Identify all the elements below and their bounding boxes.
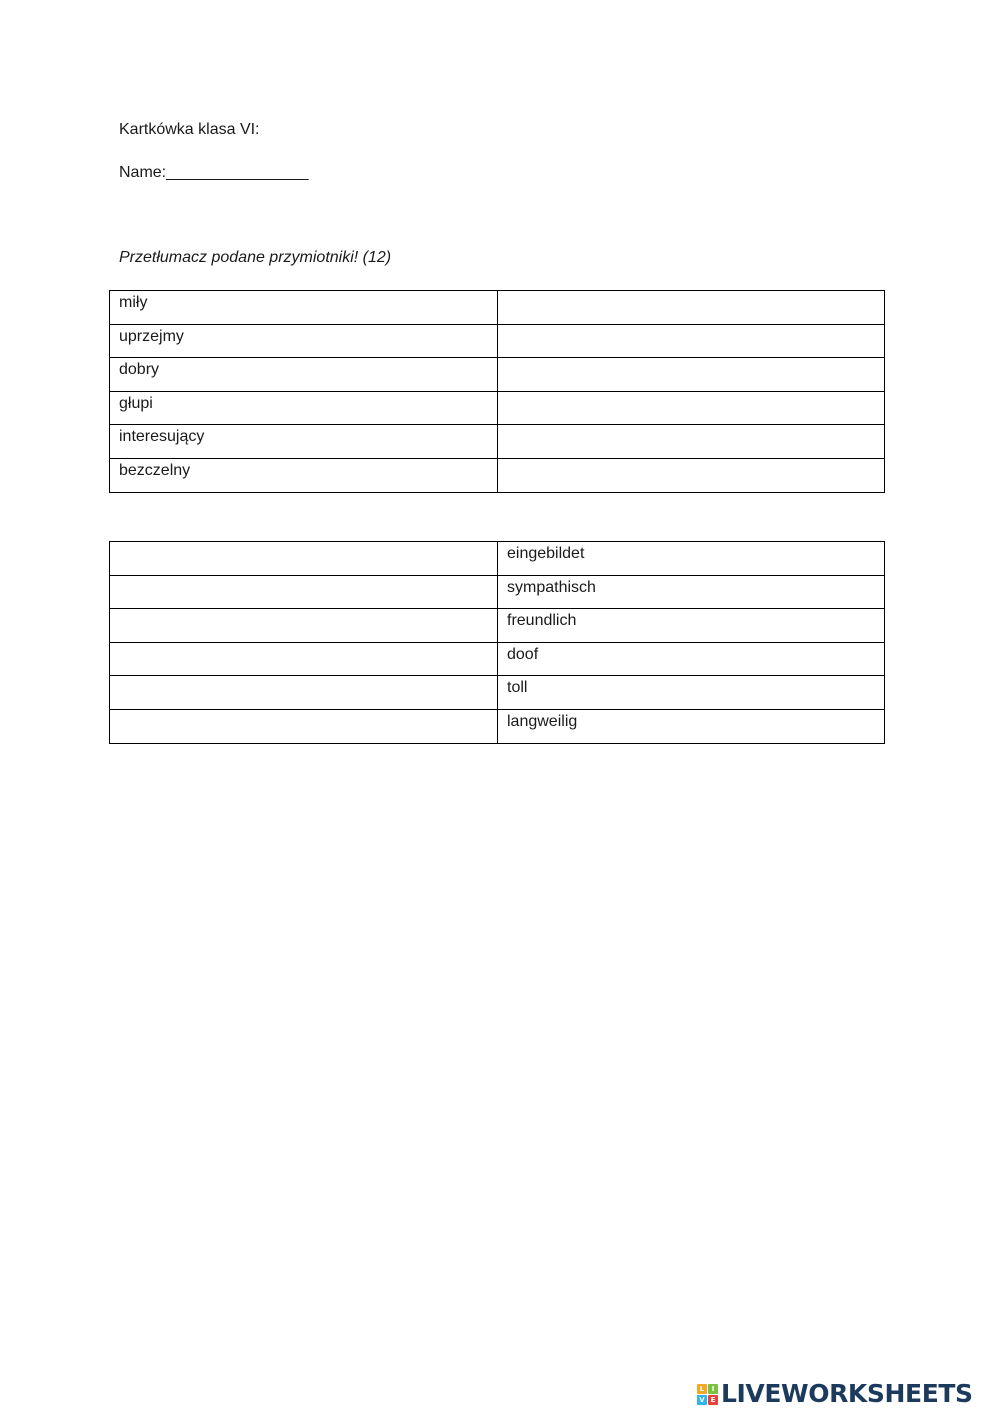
answer-cell[interactable]: [110, 575, 498, 609]
logo-tile: V: [697, 1395, 707, 1405]
polish-to-german-table: [109, 290, 885, 493]
german-word: doof: [498, 642, 885, 676]
answer-cell[interactable]: [110, 542, 498, 576]
answer-cell[interactable]: [498, 358, 885, 392]
german-to-polish-table: [109, 541, 885, 744]
worksheet-title: Kartkówka klasa VI:: [119, 121, 260, 138]
logo-tile: E: [708, 1395, 718, 1405]
table-row: [110, 391, 885, 425]
table-row: [110, 676, 885, 710]
table-row: [110, 425, 885, 459]
answer-cell[interactable]: [498, 291, 885, 325]
german-word: sympathisch: [498, 575, 885, 609]
table-row: [110, 575, 885, 609]
polish-word: głupi: [110, 391, 498, 425]
table-row: [110, 291, 885, 325]
table-row: [110, 709, 885, 743]
table-row: [110, 458, 885, 492]
watermark-text: LIVEWORKSHEETS: [721, 1379, 973, 1408]
polish-word: interesujący: [110, 425, 498, 459]
logo-tile: I: [708, 1384, 718, 1394]
polish-word: uprzejmy: [110, 324, 498, 358]
logo-tile: L: [697, 1384, 707, 1394]
answer-cell[interactable]: [498, 425, 885, 459]
answer-cell[interactable]: [498, 391, 885, 425]
polish-word: miły: [110, 291, 498, 325]
german-word: eingebildet: [498, 542, 885, 576]
name-line: Name:________________: [119, 164, 309, 181]
german-word: langweilig: [498, 709, 885, 743]
german-word: freundlich: [498, 609, 885, 643]
table-row: [110, 358, 885, 392]
polish-word: bezczelny: [110, 458, 498, 492]
polish-word: dobry: [110, 358, 498, 392]
answer-cell[interactable]: [498, 458, 885, 492]
answer-cell[interactable]: [498, 324, 885, 358]
table-row: [110, 642, 885, 676]
table-row: [110, 324, 885, 358]
answer-cell[interactable]: [110, 676, 498, 710]
liveworksheets-watermark: [697, 1377, 973, 1411]
german-word: toll: [498, 676, 885, 710]
table-row: [110, 542, 885, 576]
answer-cell[interactable]: [110, 609, 498, 643]
instruction-text: Przetłumacz podane przymiotniki! (12): [119, 249, 392, 266]
answer-cell[interactable]: [110, 709, 498, 743]
table-row: [110, 609, 885, 643]
answer-cell[interactable]: [110, 642, 498, 676]
liveworksheets-logo-icon: [697, 1384, 718, 1405]
